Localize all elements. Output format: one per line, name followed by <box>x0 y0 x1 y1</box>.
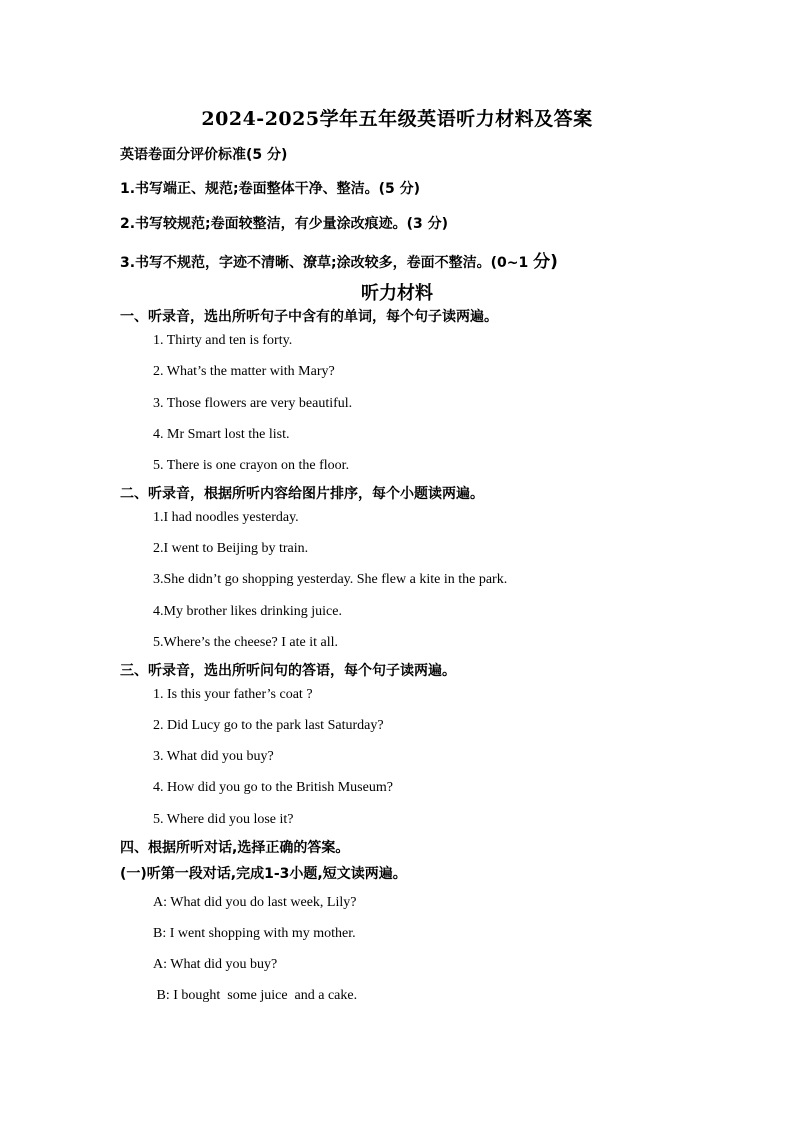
scoring-item-3-tail: 分) <box>533 252 558 272</box>
section-3-line-1: 1. Is this your father’s coat ? <box>153 687 313 702</box>
section-1-line-3: 3. Those flowers are very beautiful. <box>153 396 353 411</box>
dialogue-line-2: B: I went shopping with my mother. <box>153 926 356 941</box>
section-2-line-4: 4.My brother likes drinking juice. <box>153 604 342 619</box>
section-3-line-2: 2. Did Lucy go to the park last Saturday? <box>153 718 384 733</box>
section-4-subheading: (一)听第一段对话,完成1-3小题,短文读两遍。 <box>120 866 407 882</box>
section-1-line-5: 5. There is one crayon on the floor. <box>153 458 350 473</box>
section-2-line-2: 2.I went to Beijing by train. <box>153 541 309 556</box>
dialogue-line-3: A: What did you buy? <box>153 957 278 972</box>
section-3-line-4: 4. How did you go to the British Museum? <box>153 780 393 795</box>
scoring-item-2: 2.书写较规范;卷面较整洁，有少量涂改痕迹。(3 分) <box>120 216 449 232</box>
scoring-item-1: 1.书写端正、规范;卷面整体干净、整洁。(5 分) <box>120 181 421 197</box>
dialogue-line-1: A: What did you do last week, Lily? <box>153 895 357 910</box>
section-3-line-3: 3. What did you buy? <box>153 749 274 764</box>
section-3-heading: 三、听录音，选出所听问句的答语，每个句子读两遍。 <box>120 663 456 679</box>
section-2-heading: 二、听录音，根据所听内容给图片排序，每个小题读两遍。 <box>120 486 484 502</box>
section-3-line-5: 5. Where did you lose it? <box>153 812 294 827</box>
section-1-line-4: 4. Mr Smart lost the list. <box>153 427 290 442</box>
section-1-heading: 一、听录音，选出所听句子中含有的单词，每个句子读两遍。 <box>120 309 498 325</box>
section-1-line-2: 2. What’s the matter with Mary? <box>153 364 335 379</box>
scoring-item-3 <box>120 247 558 272</box>
section-2-line-5: 5.Where’s the cheese? I ate it all. <box>153 635 339 650</box>
document-title: 2024-2025学年五年级英语听力材料及答案 <box>201 108 593 130</box>
section-2-line-1: 1.I had noodles yesterday. <box>153 510 299 525</box>
section-2-line-3: 3.She didn’t go shopping yesterday. She flew a kite in the park. <box>153 572 508 587</box>
dialogue-line-4: B: I bought some juice and a cake. <box>153 988 358 1003</box>
listening-title: 听力材料 <box>361 283 433 304</box>
scoring-heading: 英语卷面分评价标准(5 分) <box>120 147 288 163</box>
section-1-line-1: 1. Thirty and ten is forty. <box>153 333 293 348</box>
section-4-heading: 四、根据所听对话,选择正确的答案。 <box>120 840 350 856</box>
scoring-item-3-text: 3.书写不规范，字迹不清晰、潦草;涂改较多，卷面不整洁。(0~1 <box>120 255 529 271</box>
